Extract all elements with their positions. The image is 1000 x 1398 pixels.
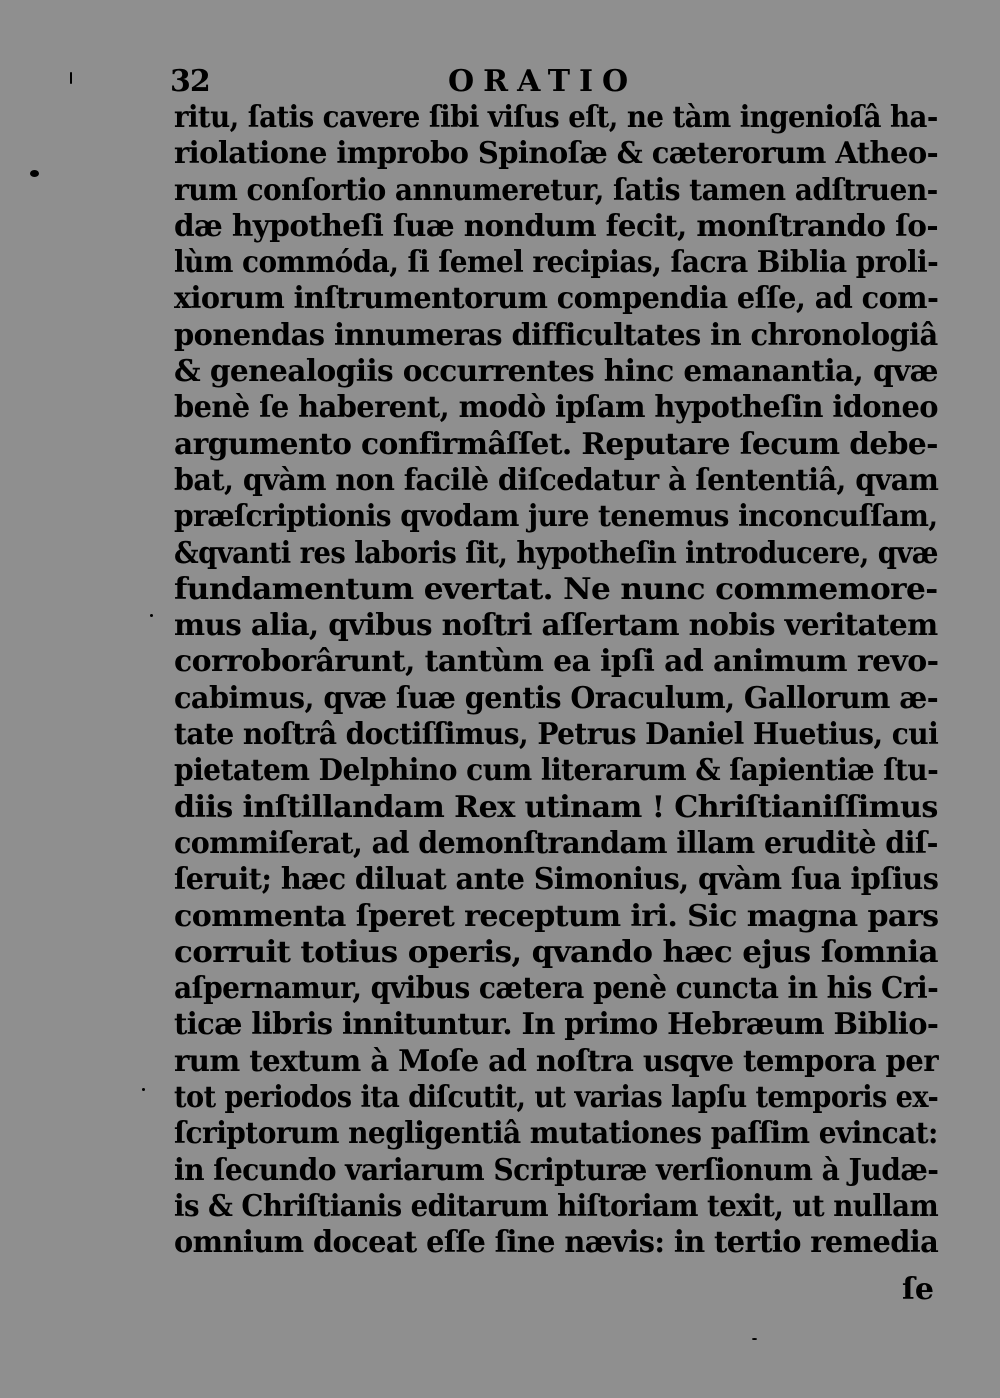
text-line: omnium doceat eſſe ſine nævis: in tertio remedia: [174, 1225, 939, 1261]
text-line: cabimus, qvæ ſuæ gentis Oraculum, Gallorum æ-: [174, 680, 939, 716]
text-line: pietatem Delphino cum literarum & ſapientiæ ſtu-: [174, 753, 939, 789]
text-line: ſcriptorum negligentiâ mutationes paſſim evincat:: [174, 1116, 938, 1152]
text-line: ſeruit; hæc diluat ante Simonius, qvàm ſua ipſius: [174, 862, 939, 898]
text-line: fundamentum evertat. Ne nunc commemore-: [174, 571, 938, 607]
text-line: diis inſtillandam Rex utinam ! Chriſtianiſſimus: [174, 789, 938, 825]
text-line: &qvanti res laboris ſit, hypotheſin introducere, qvæ: [174, 535, 938, 571]
scan-speck: [30, 170, 39, 177]
text-line: commenta ſperet receptum iri. Sic magna pars: [174, 898, 939, 934]
catchword: ſe: [902, 1272, 934, 1307]
text-line: in ſecundo variarum Scripturæ verſionum à Judæ-: [174, 1152, 939, 1188]
text-line: & genealogiis occurrentes hinc emanantia, qvæ: [174, 354, 938, 390]
text-line: lùm commóda, ſi ſemel recipias, ſacra Biblia proli-: [174, 245, 939, 281]
text-line: benè ſe haberent, modò ipſam hypotheſin idoneo: [174, 390, 938, 426]
text-line: bat, qvàm non facilè diſcedatur à ſententiâ, qvam: [174, 462, 939, 498]
text-line: præſcriptionis qvodam jure tenemus inconcuſſam,: [174, 499, 938, 535]
text-line: corroborârunt, tantùm ea ipſi ad animum revo-: [174, 644, 939, 680]
text-line: mus alia, qvibus noſtri aſſertam nobis veritatem: [174, 608, 938, 644]
text-line: aſpernamur, qvibus cætera penè cuncta in his Cri-: [174, 971, 939, 1007]
page-header: [168, 62, 938, 102]
text-line: argumento confirmâſſet. Reputare ſecum debe-: [174, 426, 938, 462]
text-line: commiſerat, ad demonſtrandam illam eruditè diſ-: [174, 825, 938, 861]
text-line: ponendas innumeras difficultates in chronologiâ: [174, 317, 938, 353]
scan-speck: [150, 614, 153, 617]
text-line: ritu, ſatis cavere ſibi viſus eſt, ne tàm ingenioſâ ha-: [174, 100, 938, 135]
scan-speck: [142, 1088, 145, 1091]
text-line: rum textum à Moſe ad noſtra usqve tempora per: [174, 1043, 939, 1079]
text-line: dæ hypotheſi ſuæ nondum fecit, monſtrando ſo-: [174, 208, 939, 244]
text-line: riolatione improbo Spinoſæ & cæterorum Atheo-: [174, 136, 939, 172]
running-title: ORATIO: [448, 64, 638, 99]
text-line: corruit totius operis, qvando hæc ejus ſomnia: [174, 934, 938, 970]
page-number: 32: [170, 64, 210, 99]
text-line: rum conſortio annumeretur, ſatis tamen adſtruen-: [174, 172, 938, 208]
text-line: tate noſtrâ doctiſſimus, Petrus Daniel Huetius, cui: [174, 717, 939, 753]
scan-speck: [70, 72, 72, 84]
text-line: ticæ libris innituntur. In primo Hebræum Biblio-: [174, 1007, 939, 1043]
text-line: tot periodos ita diſcutit, ut varias lapſu temporis ex-: [174, 1080, 939, 1116]
scan-speck: [752, 1338, 757, 1340]
body-text: [174, 100, 944, 1262]
text-line: is & Chriſtianis editarum hiſtoriam texit, ut nullam: [174, 1188, 939, 1224]
text-line: xiorum inſtrumentorum compendia eſſe, ad com-: [174, 281, 939, 317]
